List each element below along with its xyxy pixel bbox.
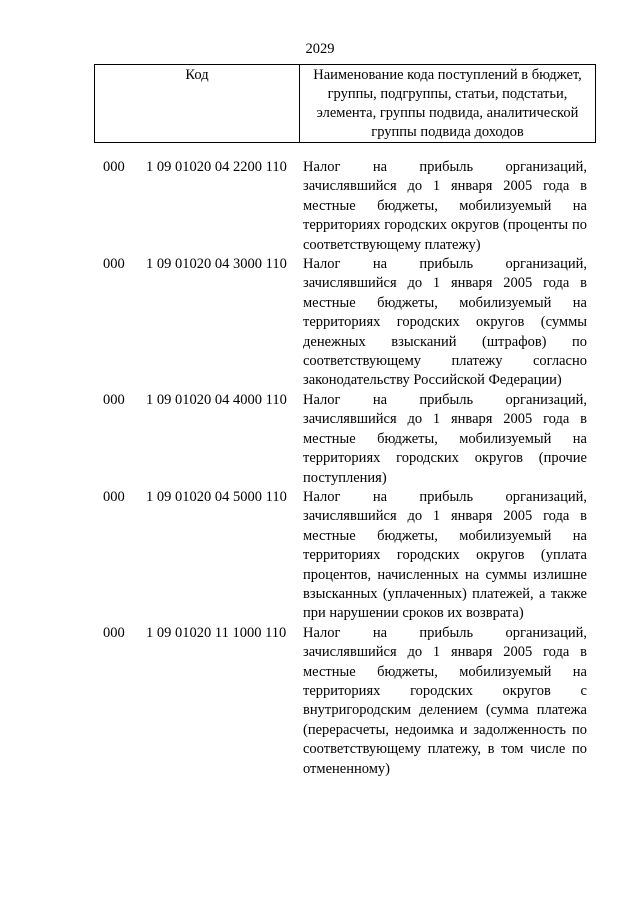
income-code: 1 09 01020 04 5000 110 <box>146 488 287 505</box>
header-name: Наименование кода поступлений в бюджет, группы, подгруппы, статьи, подстатьи, элемента, группы подвида, аналитической группы подвида доходов <box>300 65 596 143</box>
page-number: 2029 <box>305 41 335 57</box>
table-row <box>0 488 640 624</box>
income-name: Налог на прибыль организаций, зачислявшийся до 1 января 2005 года в местные бюджеты, мобилизуемый на территориях городских округов (уплата процентов, начисленных на суммы излишне взысканных (уплаченных) платежей, а также при нарушении сроков их возврата) <box>303 488 587 622</box>
table-row <box>0 391 640 488</box>
income-code: 1 09 01020 04 4000 110 <box>146 391 287 408</box>
header-code: Код <box>95 65 300 143</box>
admin-code: 000 <box>103 488 125 505</box>
income-codes-list <box>0 158 640 779</box>
admin-code: 000 <box>103 391 125 408</box>
admin-code: 000 <box>103 624 125 641</box>
income-code: 1 09 01020 11 1000 110 <box>146 624 287 641</box>
income-name: Налог на прибыль организаций, зачислявшийся до 1 января 2005 года в местные бюджеты, мобилизуемый на территориях городских округов (проценты по соответствующему платежу) <box>303 159 587 253</box>
admin-code: 000 <box>103 256 125 273</box>
income-name: Налог на прибыль организаций, зачислявшийся до 1 января 2005 года в местные бюджеты, мобилизуемый на территориях городских округов с внутригородским делением (сумма платежа (перерасчеты, недоимка и задолженность по соответствующему платежу, в том числе по отмененному) <box>303 624 587 777</box>
table-row <box>0 255 640 391</box>
table-row <box>0 624 640 779</box>
income-name: Налог на прибыль организаций, зачислявшийся до 1 января 2005 года в местные бюджеты, мобилизуемый на территориях городских округов (суммы денежных взысканий (штрафов) по соответствующему платежу согласно законодательству Российской Федерации) <box>303 256 587 389</box>
income-name: Налог на прибыль организаций, зачислявшийся до 1 января 2005 года в местные бюджеты, мобилизуемый на территориях городских округов (прочие поступления) <box>303 391 587 486</box>
income-code: 1 09 01020 04 2200 110 <box>146 159 287 175</box>
table-row <box>0 158 640 255</box>
table-header <box>94 64 596 143</box>
admin-code: 000 <box>103 159 125 175</box>
income-code: 1 09 01020 04 3000 110 <box>146 256 287 273</box>
